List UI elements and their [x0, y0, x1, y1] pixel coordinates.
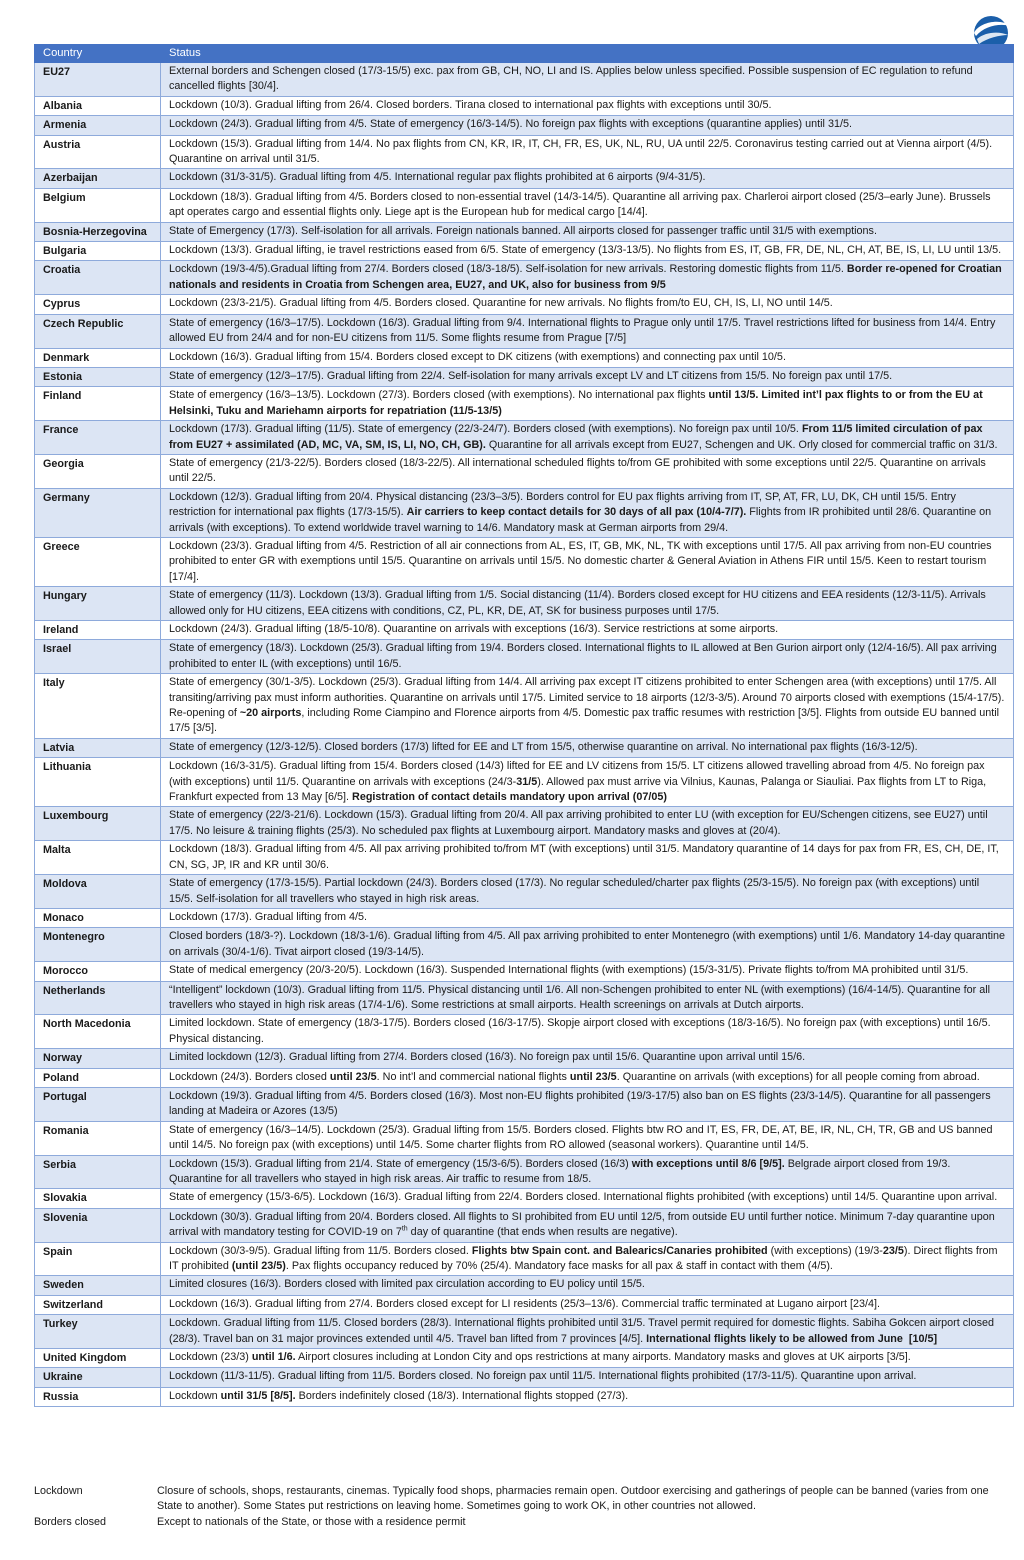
table-row [35, 1295, 1014, 1314]
table-row [35, 169, 1014, 188]
status-cell: Lockdown (17/3). Gradual lifting (11/5). State of emergency (22/3-24/7). Borders closed (with exemptions). No foreign pax until 10/5. From 11/5 limited circulation of pax from EU27 + assimilated (AD, MC, VA, SM, IS, LI, NO, CH, GB). Quarantine for all arrivals except from EU27, Schengen and UK. Orly closed for commercial traffic on 31/3. [161, 421, 1014, 455]
definitions-notes [34, 1484, 1014, 1530]
country-cell: North Macedonia [35, 1015, 161, 1049]
table-row [35, 1242, 1014, 1276]
table-row [35, 1208, 1014, 1242]
table-row [35, 674, 1014, 739]
country-cell: Switzerland [35, 1295, 161, 1314]
status-cell: Limited lockdown (12/3). Gradual lifting from 27/4. Borders closed (16/3). No foreign pax until 15/6. Quarantine upon arrival until 15/6. [161, 1049, 1014, 1068]
status-cell: Lockdown (18/3). Gradual lifting from 4/5. All pax arriving prohibited to/from MT (with exceptions) until 31/5. Mandatory quarantine of 14 days for pax from FR, ES, CH, DE, IT, CN, SG, JP, IR and KR until 30/6. [161, 841, 1014, 875]
status-cell: Lockdown. Gradual lifting from 11/5. Closed borders (28/3). International flights prohibited until 31/5. Travel permit required for domestic flights. Sabiha Gokcen airport closed (28/3). Travel ban on 31 major provinces extended until 4/5. Travel ban lifted from 7 provinces [4/5]. International flights likely to be allowed from June [10/5] [161, 1315, 1014, 1349]
table-row [35, 537, 1014, 586]
table-row [35, 454, 1014, 488]
table-row [35, 1155, 1014, 1189]
table-row [35, 928, 1014, 962]
status-cell: Lockdown until 31/5 [8/5]. Borders indefinitely closed (18/3). International flights stopped (27/3). [161, 1387, 1014, 1406]
country-cell: Norway [35, 1049, 161, 1068]
table-row [35, 908, 1014, 927]
table-body [35, 63, 1014, 1407]
status-cell: State of emergency (16/3–13/5). Lockdown (27/3). Borders closed (with exemptions). No international pax flights until 13/5. Limited int’l pax flights to or from the EU at Helsinki, Tuku and Mariehamn airports for repatriation (11/5-13/5) [161, 387, 1014, 421]
country-cell: Denmark [35, 348, 161, 367]
country-cell: Ukraine [35, 1368, 161, 1387]
table-row [35, 962, 1014, 981]
table-row [35, 261, 1014, 295]
status-cell: State of medical emergency (20/3-20/5). Lockdown (16/3). Suspended International flights (with exemptions) (15/3-31/5). Private flights to/from MA prohibited until 31/5. [161, 962, 1014, 981]
status-cell: Lockdown (30/3). Gradual lifting from 20/4. Borders closed. All flights to SI prohibited from EU until 12/5, from outside EU until further notice. Minimum 7-day quarantine upon arrival with mandatory testing for COVID-19 on 7th day of quarantine (that ends when results are negative). [161, 1208, 1014, 1242]
header-status: Status [161, 45, 1014, 63]
country-cell: Romania [35, 1121, 161, 1155]
status-cell: Lockdown (10/3). Gradual lifting from 26/4. Closed borders. Tirana closed to international pax flights with exceptions until 30/5. [161, 96, 1014, 115]
country-cell: Moldova [35, 875, 161, 909]
country-cell: Sweden [35, 1276, 161, 1295]
status-cell: State of emergency (30/1-3/5). Lockdown (25/3). Gradual lifting from 14/4. All arriving pax except IT citizens prohibited to enter Schengen area (with exceptions) until 17/5. All transiting/arriving pax must inform authorities. Quarantine on arrivals until 17/5. Limited service to 18 airports (12/3-3/5). Around 70 airports closed with exemptions (15/4-17/5). Re-opening of ~20 airports, including Rome Ciampino and Florence airports from 4/5. Domestic pax traffic resumes with restriction [3/5]. Flights from outside EU banned until 17/5 [3/5]. [161, 674, 1014, 739]
note-row [34, 1484, 1014, 1515]
status-cell: Lockdown (17/3). Gradual lifting from 4/5. [161, 908, 1014, 927]
table-row [35, 1121, 1014, 1155]
note-term: Lockdown [34, 1485, 83, 1497]
status-cell: Lockdown (19/3). Gradual lifting from 4/5. Borders closed (16/3). Most non-EU flights prohibited (19/3-17/5) also ban on ES flights (23/3-14/5). Quarantine for all passengers landing at Madeira or Azores (13/5) [161, 1087, 1014, 1121]
status-cell: Limited closures (16/3). Borders closed with limited pax circulation according to EU policy until 15/5. [161, 1276, 1014, 1295]
status-cell: State of emergency (16/3–14/5). Lockdown (25/3). Gradual lifting from 15/5. Borders closed. Flights btw RO and IT, ES, FR, DE, AT, BE, IR, NL, CH, TR, GB and US banned until 14/5. No foreign pax (with exceptions) until 14/5. Some charter flights from RO allowed (seasonal workers). Quarantine until 14/5. [161, 1121, 1014, 1155]
country-cell: Serbia [35, 1155, 161, 1189]
status-cell: Lockdown (30/3-9/5). Gradual lifting from 11/5. Borders closed. Flights btw Spain cont. and Balearics/Canaries prohibited (with exceptions) (19/3-23/5). Direct flights from IT prohibited (until 23/5). Pax flights occupancy reduced by 70% (25/4). Mandatory face masks for all pax & staff in contact with them (4/5). [161, 1242, 1014, 1276]
country-cell: Monaco [35, 908, 161, 927]
status-cell: State of emergency (16/3–17/5). Lockdown (16/3). Gradual lifting from 9/4. International flights to Prague only until 17/5. Travel restrictions lifted for business from 14/4. Entry allowed EU from 24/4 and for non-EU citizens from 11/5. Some flights resume from Prague [7/5] [161, 314, 1014, 348]
country-cell: Slovakia [35, 1189, 161, 1208]
table-row [35, 222, 1014, 241]
table-header-row [35, 45, 1014, 63]
restrictions-table [34, 44, 1013, 1407]
table-row [35, 96, 1014, 115]
country-cell: Spain [35, 1242, 161, 1276]
table-row [35, 314, 1014, 348]
status-cell: Lockdown (23/3). Gradual lifting from 4/5. Restriction of all air connections from AL, ES, IT, GB, MK, NL, TK with exceptions until 17/5. All pax arriving from non-EU countries prohibited to enter GR with exemptions until 15/5. Quarantine on arrivals until 15/5. No domestic charter & General Aviation in Athens FIR until 15/5. Keen to restart tourism [17/4]. [161, 537, 1014, 586]
table-row [35, 421, 1014, 455]
country-cell: Cyprus [35, 295, 161, 314]
status-cell: Lockdown (15/3). Gradual lifting from 21/4. State of emergency (15/3-6/5). Borders closed (16/3) with exceptions until 8/6 [9/5]. Belgrade airport closed from 19/3. Quarantine for all travellers who stayed in high risk areas. Air traffic to resume from 18/5. [161, 1155, 1014, 1189]
table-row [35, 63, 1014, 97]
status-cell: State of emergency (15/3-6/5). Lockdown (16/3). Gradual lifting from 22/4. Borders closed. International flights prohibited (with exceptions) until 14/5. Quarantine upon arrival. [161, 1189, 1014, 1208]
note-definition: Closure of schools, shops, restaurants, cinemas. Typically food shops, pharmacies remain open. Outdoor exercising and gatherings of people can be banned (varies from one State to another). Some States put restrictions on leaving home. Sometimes going to work OK, in other countries not allowed. [157, 1485, 989, 1513]
status-cell: State of emergency (18/3). Lockdown (25/3). Gradual lifting from 19/4. Borders closed. International flights to IL allowed at Ben Gurion airport only (12/4-16/5). All pax arriving prohibited to enter IL (with exceptions) until 16/5. [161, 640, 1014, 674]
country-cell: Greece [35, 537, 161, 586]
country-cell: Morocco [35, 962, 161, 981]
status-cell: Lockdown (24/3). Gradual lifting (18/5-10/8). Quarantine on arrivals with exceptions (16/3). Service restrictions at some airports. [161, 621, 1014, 640]
country-cell: Netherlands [35, 981, 161, 1015]
country-cell: Estonia [35, 367, 161, 386]
table-row [35, 738, 1014, 757]
country-cell: Armenia [35, 116, 161, 135]
table-row [35, 295, 1014, 314]
country-cell: Croatia [35, 261, 161, 295]
table-row [35, 242, 1014, 261]
status-cell: Lockdown (11/3-11/5). Gradual lifting from 11/5. Borders closed. No foreign pax until 11/5. International flights prohibited (17/3-11/5). Quarantine upon arrival. [161, 1368, 1014, 1387]
status-cell: Lockdown (24/3). Borders closed until 23/5. No int’l and commercial national flights until 23/5. Quarantine on arrivals (with exceptions) for all people coming from abroad. [161, 1068, 1014, 1087]
table-row [35, 841, 1014, 875]
table-row [35, 488, 1014, 537]
country-cell: Finland [35, 387, 161, 421]
table-row [35, 348, 1014, 367]
table-row [35, 1349, 1014, 1368]
country-cell: Malta [35, 841, 161, 875]
country-cell: Latvia [35, 738, 161, 757]
country-cell: Albania [35, 96, 161, 115]
status-cell: Lockdown (23/3-21/5). Gradual lifting from 4/5. Borders closed. Quarantine for new arrivals. No flights from/to EU, CH, IS, LI, NO until 14/5. [161, 295, 1014, 314]
country-cell: United Kingdom [35, 1349, 161, 1368]
country-cell: Israel [35, 640, 161, 674]
status-cell: External borders and Schengen closed (17/3-15/5) exc. pax from GB, CH, NO, LI and IS. Applies below unless specified. Possible suspension of EC regulation to refund cancelled flights [30/4]. [161, 63, 1014, 97]
status-cell: State of emergency (17/3-15/5). Partial lockdown (24/3). Borders closed (17/3). No regular scheduled/charter pax flights (25/3-15/5). No foreign pax (with exceptions) until 15/5. Self-isolation for all travellers who stayed in high risk areas. [161, 875, 1014, 909]
country-cell: Belgium [35, 188, 161, 222]
status-cell: Lockdown (16/3). Gradual lifting from 27/4. Borders closed except for LI residents (25/3–13/6). Commercial traffic terminated at Lugano airport [23/4]. [161, 1295, 1014, 1314]
table-row [35, 1068, 1014, 1087]
table-row [35, 981, 1014, 1015]
table-row [35, 1276, 1014, 1295]
table-row [35, 387, 1014, 421]
country-cell: Poland [35, 1068, 161, 1087]
status-cell: Limited lockdown. State of emergency (18/3-17/5). Borders closed (16/3-17/5). Skopje airport closed with exceptions (18/3-16/5). No foreign pax (with exceptions) until 16/5. Physical distancing. [161, 1015, 1014, 1049]
country-cell: Bosnia-Herzegovina [35, 222, 161, 241]
table-row [35, 116, 1014, 135]
table-row [35, 1015, 1014, 1049]
country-cell: Bulgaria [35, 242, 161, 261]
status-cell: Closed borders (18/3-?). Lockdown (18/3-1/6). Gradual lifting from 4/5. All pax arriving prohibited to enter Montenegro (with exemptions) until 1/6. Mandatory 14-day quarantine on arrivals (30/4-1/6). Tivat airport closed (19/3-14/5). [161, 928, 1014, 962]
table-row [35, 1189, 1014, 1208]
status-cell: Lockdown (13/3). Gradual lifting, ie travel restrictions eased from 6/5. State of emergency (13/3-13/5). No flights from ES, IT, GB, FR, DE, NL, CH, AT, BE, IS, LI, LU until 13/5. [161, 242, 1014, 261]
status-cell: Lockdown (23/3) until 1/6. Airport closures including at London City and ops restrictions at many airports. Mandatory masks and gloves at UK airports [3/5]. [161, 1349, 1014, 1368]
status-cell: “Intelligent” lockdown (10/3). Gradual lifting from 11/5. Physical distancing until 1/6. All non-Schengen prohibited to enter NL (with exemptions) (16/4-14/5). Quarantine for all travellers who stayed in high risk areas (17/4-1/6). Some restrictions at small airports. Health screenings on arrivals at Dutch airports. [161, 981, 1014, 1015]
table-row [35, 1368, 1014, 1387]
country-cell: Slovenia [35, 1208, 161, 1242]
status-cell: State of Emergency (17/3). Self-isolation for all arrivals. Foreign nationals banned. All airports closed for passenger traffic until 31/5 with exemptions. [161, 222, 1014, 241]
status-cell: Lockdown (16/3-31/5). Gradual lifting from 15/4. Borders closed (14/3) lifted for EE and LV citizens from 15/5. LT citizens allowed travelling abroad from 4/5. No foreign pax (with exceptions) until 11/5. Quarantine on arrivals with exceptions (24/3-31/5). Allowed pax must arrive via Vilnius, Kaunas, Palanga or Siauliai. Pax flights from LT to Riga, Frankfurt expected from 13 May [6/5]. Registration of contact details mandatory upon arrival (07/05) [161, 758, 1014, 807]
status-cell: State of emergency (22/3-21/6). Lockdown (15/3). Gradual lifting from 20/4. All pax arriving prohibited to enter LU (with exception for EU/Schengen citizens, see EU27) until 17/5. No leisure & training flights (25/3). No scheduled pax flights at Luxembourg airport. Mandatory masks and gloves at (20/4). [161, 807, 1014, 841]
table-row [35, 621, 1014, 640]
header-country: Country [35, 45, 161, 63]
note-term: Borders closed [34, 1515, 107, 1528]
status-cell: Lockdown (19/3-4/5).Gradual lifting from 27/4. Borders closed (18/3-18/5). Self-isolation for new arrivals. Restoring domestic flights from 11/5. Border re-opened for Croatian nationals and residents in Croatia from Schengen area, EU27, and UK, also for business from 9/5 [161, 261, 1014, 295]
note-row [34, 1515, 1014, 1530]
country-cell: Austria [35, 135, 161, 169]
table-row [35, 807, 1014, 841]
country-cell: EU27 [35, 63, 161, 97]
table-row [35, 758, 1014, 807]
status-cell: State of emergency (11/3). Lockdown (13/3). Gradual lifting from 1/5. Social distancing (11/4). Borders closed except for HU citizens and EEA residents (12/3-11/5). Arrivals allowed only for HU citizens, EEA citizens with conditions, CZ, PL, KR, DE, AT, SK for business purposes until 17/5. [161, 587, 1014, 621]
country-cell: Luxembourg [35, 807, 161, 841]
country-cell: Montenegro [35, 928, 161, 962]
status-cell: Lockdown (31/3-31/5). Gradual lifting from 4/5. International regular pax flights prohibited at 6 airports (9/4-31/5). [161, 169, 1014, 188]
status-cell: State of emergency (12/3–17/5). Gradual lifting from 22/4. Self-isolation for many arrivals except LV and LT citizens from 15/5. No foreign pax until 17/5. [161, 367, 1014, 386]
table-row [35, 1049, 1014, 1068]
status-cell: Lockdown (24/3). Gradual lifting from 4/5. State of emergency (16/3-14/5). No foreign pax flights with exceptions (quarantine applies) until 31/5. [161, 116, 1014, 135]
country-cell: Ireland [35, 621, 161, 640]
status-cell: Lockdown (12/3). Gradual lifting from 20/4. Physical distancing (23/3–3/5). Borders control for EU pax flights arriving from IT, SP, AT, FR, LU, DK, CH until 15/5. Entry restriction for international pax flights (17/3-15/5). Air carriers to keep contact details for 30 days of all pax (10/4-7/7). Flights from IR prohibited until 28/6. Quarantine on arrivals (with exceptions). To extend worldwide travel warning to 14/6. Mandatory mask at German airports from 29/4. [161, 488, 1014, 537]
country-cell: Russia [35, 1387, 161, 1406]
table-row [35, 367, 1014, 386]
country-cell: Hungary [35, 587, 161, 621]
table-row [35, 188, 1014, 222]
status-cell: Lockdown (16/3). Gradual lifting from 15/4. Borders closed except to DK citizens (with exemptions) and connecting pax until 10/5. [161, 348, 1014, 367]
country-cell: Germany [35, 488, 161, 537]
country-cell: France [35, 421, 161, 455]
table-row [35, 1315, 1014, 1349]
table-row [35, 1087, 1014, 1121]
table-row [35, 875, 1014, 909]
table-row [35, 135, 1014, 169]
table-row [35, 640, 1014, 674]
status-cell: State of emergency (21/3-22/5). Borders closed (18/3-22/5). All international scheduled flights to/from GE prohibited with some exceptions until 22/5. Quarantine on arrivals until 22/5. [161, 454, 1014, 488]
table-row [35, 1387, 1014, 1406]
status-cell: State of emergency (12/3-12/5). Closed borders (17/3) lifted for EE and LT from 15/5, otherwise quarantine on arrival. No international pax flights (16/3-12/5). [161, 738, 1014, 757]
country-cell: Lithuania [35, 758, 161, 807]
note-definition: Except to nationals of the State, or those with a residence permit [157, 1515, 466, 1528]
country-cell: Turkey [35, 1315, 161, 1349]
country-cell: Italy [35, 674, 161, 739]
country-cell: Georgia [35, 454, 161, 488]
country-cell: Portugal [35, 1087, 161, 1121]
country-cell: Czech Republic [35, 314, 161, 348]
status-cell: Lockdown (18/3). Gradual lifting from 4/5. Borders closed to non-essential travel (14/3-14/5). Quarantine all arriving pax. Charleroi airport closed (25/3–early June). Brussels apt operates cargo and essential flights only. Liege apt is the European hub for medical cargo [14/4]. [161, 188, 1014, 222]
table-row [35, 587, 1014, 621]
status-cell: Lockdown (15/3). Gradual lifting from 14/4. No pax flights from CN, KR, IR, IT, CH, FR, ES, UK, NL, RU, UA until 22/5. Coronavirus testing carried out at Vienna airport (4/5). Quarantine on arrival until 31/5. [161, 135, 1014, 169]
country-cell: Azerbaijan [35, 169, 161, 188]
